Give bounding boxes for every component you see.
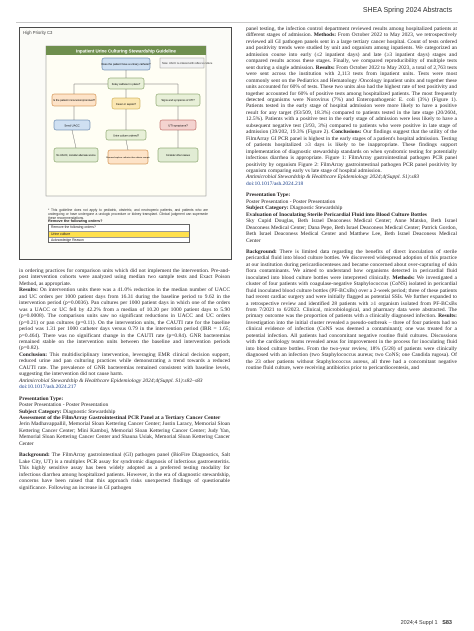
node-culture-ordered: Urine culture ordered? (113, 134, 139, 138)
bpa-row-urine-culture: Urine culture (49, 232, 189, 239)
right-citation: Antimicrobial Stewardship & Healthcare Epidemiology 2024;4(Suppl. S1):s83 (246, 174, 420, 181)
figure-footnote: * This guideline does not apply to pediatric, obstetric, and neutropenic patients, and patients who are undergoing or have undergone a urologic procedure or kidney transplant. Clinical judgment can supersede these recommendations. (48, 208, 208, 220)
node-foley: Foley catheter in place? (111, 83, 141, 86)
right-presentation-type-value: Poster Presentation - Poster Presentation (246, 198, 336, 205)
page-footer (401, 620, 452, 626)
header-rule (16, 22, 458, 23)
left-subject-category: Subject Category: Diagnostic Stewardship (19, 408, 116, 415)
bpa-row-acknowledge: Acknowledge Reason (51, 238, 84, 242)
node-uti-symptoms: UTI symptoms? (168, 123, 188, 128)
bpa-prompt-label: Remove the following orders? (48, 219, 103, 223)
left-results-paragraph: Results: On intervention units there was a 41.0% reduction in the median number of UACC and UC orders per 1000 patient days from 16.31 during the baseline period to 9.62 in the intervention period (p=0.0036). Pan cultures per 1000 patient days in which one of the orders was a UACC or UC fell by 42.2% from a median of 10.20 per 1000 patient days to 5.90 (p=0.0008). The comparison units saw no significant reductions in UACC and UC orders (p=0.21) or pan cultures (p=0.11). On the intervention units, the CAUTI rate for the baseline period was 1.31 per 1000 catheter days versus 0.79 in the intervention period (IRR = 1.65; p=0.464). There was no significant change in the CAUTI rate (p=0.84). GNR bacteremias remained stable on the intervention units between the baseline and intervention periods (p=0.82). (19, 287, 231, 352)
right-background-paragraph: Background: There is limited data regarding the benefits of direct inoculation of sterile pericardial fluid into blood culture bottles. We discovered widespread adoption of this practice at our institution during pericardiocenteses and became concerned about over-capturing of skin flora contaminants. We aimed to understand how organisms detected in pericardial fluid inoculated into blood culture bottles were interpreted clinically. Methods: We investigated a cluster of four patients with coagulase-negative Staphylococcus (CoNS) isolated in pericardial fluid inoculated blood culture bottles (PF-BCxBs) over a 2-week period; three of these patients had recent cardiac surgery and were initially flagged as potential SSIs. We further expanded to a retrospective review and identified 28 patients with ≥1 organism isolated from PF-BCxBs from 7/2021 to 6/2023. Clinical, microbiological, and pharmacy data were abstracted. The primary outcome was the proportion of patients with a clinically diagnosed infection. Results: Investigation into the initial cluster revealed a pseudo-outbreak – three of four patients had no clinical evidence of infection (CoNS was deemed a contaminant); one was treated for a potential infection. All patients had concomitant negative routine fluid cultures. Discussions with the cardiology teams revealed areas for improvement in the process for inoculating fluid into blood culture bottles. From the two-year review, 18% (5/28) of patients were clinically diagnosed with an infection (two Staphylococcus aureus; two CoNS; one Candida rugosa). Of the 23 other patients without Staphylococcus aureus, all three had a concomitant negative routine fluid culture, were receiving antibiotics prior to pericardiocentesis, and (246, 248, 458, 372)
node-symptoms: Signs and symptoms of UTI? (161, 99, 195, 102)
left-abstract-title: Assessment of the FilmArray Gastrointestinal PCR Panel at a Tertiary Cancer Center (19, 414, 221, 421)
node-fever: Fever or sepsis? (116, 103, 136, 106)
flowchart-title: Inpatient Urine Culturing Stewardship Guideline (75, 48, 177, 54)
bpa-row-header: Remove the following orders? (49, 225, 189, 232)
left-presentation-type-value: Poster Presentation - Poster Presentation (19, 402, 109, 409)
left-presentation-type: Presentation Type: (19, 395, 64, 402)
node-remove-catheter: Remove/replace catheter then obtain sample (106, 157, 150, 159)
left-conclusion-paragraph: Conclusion: This multidisciplinary intervention, leveraging EMR clinical decision support, reduced urine and pan culturing practices while demonstrating a trend towards a reduced CAUTI rate. The prevalence of GNR bacteremias remained consistent with baseline levels, suggesting the intervention did not cause harm. (19, 351, 230, 378)
node-send-uacc: Send UACC (64, 123, 80, 128)
right-subject-category: Subject Category: Diagnostic Stewardship (246, 205, 343, 212)
footer-issue: 2024;4 Suppl 1 (400, 620, 438, 626)
flowchart-note: Note: UACC is ordered with reflex to culture (162, 62, 213, 65)
right-abstract-title: Evaluation of Inoculating Sterile Pericardial Fluid into Blood Culture Bottles (246, 211, 427, 218)
right-column (246, 26, 457, 372)
left-citation: Antimicrobial Stewardship & Healthcare Epidemiology 2024;4(Suppl. S1):s82–s83 (19, 377, 203, 384)
left-column (19, 27, 230, 491)
node-catheter: Does the patient have a urinary catheter? (101, 63, 151, 66)
left-doi-link[interactable]: doi:10.1017/ash.2024.217 (19, 384, 77, 391)
left-authors: Jerin Madhavappallil, Memorial Sloan Kettering Cancer Center; Justin Laracy, Memorial Sloan Kettering Cancer Center; Mini Kamboj, Memorial Sloan Kettering Cancer Center; Judy Yan, Memorial Sloan Kettering Cancer Center and Shauna Usiak, Memorial Sloan Kettering Cancer Center (19, 421, 230, 447)
left-background-paragraph: Background: The FilmArray gastrointestinal (GI) pathogen panel (BioFire Diagnostics, Salt Lake City, UT) is a multiplex PCR assay for syndromic diagnosis of infectious gastroenteritis. This highly sensitive assay has been widely adopted as a preferred testing modality for infectious diarrhea among hospitalized patients. However, in the era of diagnostic stewardship, concerns have been raised that this approach risks unexpected findings of questionable significance. Following an increase in GI pathogen (19, 452, 230, 491)
left-intro-paragraph: in ordering practices for comparison units which did not implement the intervention. Pre-and-post intervention cohorts were analyzed using median two sample tests and Exact Poison Method, as appropriate. (19, 268, 230, 287)
bpa-alert-box (48, 224, 190, 243)
right-doi-link[interactable]: doi:10.1017/ash.2024.218 (246, 180, 304, 187)
guideline-figure (19, 27, 232, 260)
right-methods-paragraph: panel testing, the infection control department reviewed results among hospitalized patients at different stages of admission. Methods: From October 2022 to May 2023, we retrospectively reviewed all GI pathogen panels sent in a large tertiary cancer hospital. Count of tests ordered and positivity trends were studied by unit and organism among inpatients. We categorized an admission course into early (≤2 inpatient days) and late (≥3 inpatient days) stages and compared results across these stages. Finally, we compared reproducibility of multiple tests sent during a single admission. Results: From October 2022 to May 2023, a total of 2,763 tests were sent across the institution with 2,113 tests from inpatient units. Tests were most commonly sent on the Pediatrics and Hematology /Oncology inpatient units and together these units accounted for 60% of tests. These two units also had the highest rate of test positivity and together accounted for 60% of positive tests among hospitalized patients. The most frequently detected organisms were Norovirus (7%) and Enteropathogenic E. coli (3%) (Figure 1). Patients tested in the early stage of hospital admission were more likely to have a positive result for any target (93/509, 18.3%) compared to patients tested in the late stage (20/2604, 12.5%). Patients with a positive test in the early stage of admission were less likely to have a subsequent negative test (3/93, 3%) compared to patients who were positive in late stage of admission (39/202, 19.3% (Figure 2). Conclusions: Our findings suggest that the utility of the FilmArray GI PCR panel is highest in the early stages of a patient's hospital admission. Testing of patients hospitalized ≥3 days is likely to be inappropriate. These findings support implementation of diagnostic stewardship standards on when syndromic testing for potentially infectious diarrhea is appropriate. Figure 1: FilmArray gastrointestinal pathogen PCR panel positivity by organism Figure 2: FilmArray gastrointestinal pathogen PCR panel positivity by organism comparing early vs late stage of hospital admission. (246, 26, 458, 174)
running-header: SHEA Spring 2024 Abstracts (362, 7, 452, 14)
node-immuno: Is the patient immunocompromised? (53, 99, 95, 102)
right-authors: Sky Cupid Douglas, Beth Israel Deaconess Medical Center; Anne Matsko, Beth Israel Deaconess Medical Center; Dana Pepe, Beth Israel Deaconess Medical Center; Patrick Gordon, Beth Israel Deaconess Medical Center and Matthew Lee, Beth Israel Deaconess Medical Center (246, 218, 457, 244)
right-presentation-type: Presentation Type: (246, 192, 291, 199)
guideline-flowchart (20, 28, 231, 208)
figure-risk-label: High Priority C3 (23, 30, 53, 35)
node-alternate-source: No UA/UC, consider alternate source (56, 154, 96, 157)
page-number: S83 (442, 620, 452, 626)
node-other-causes: Consider other causes (166, 154, 190, 157)
